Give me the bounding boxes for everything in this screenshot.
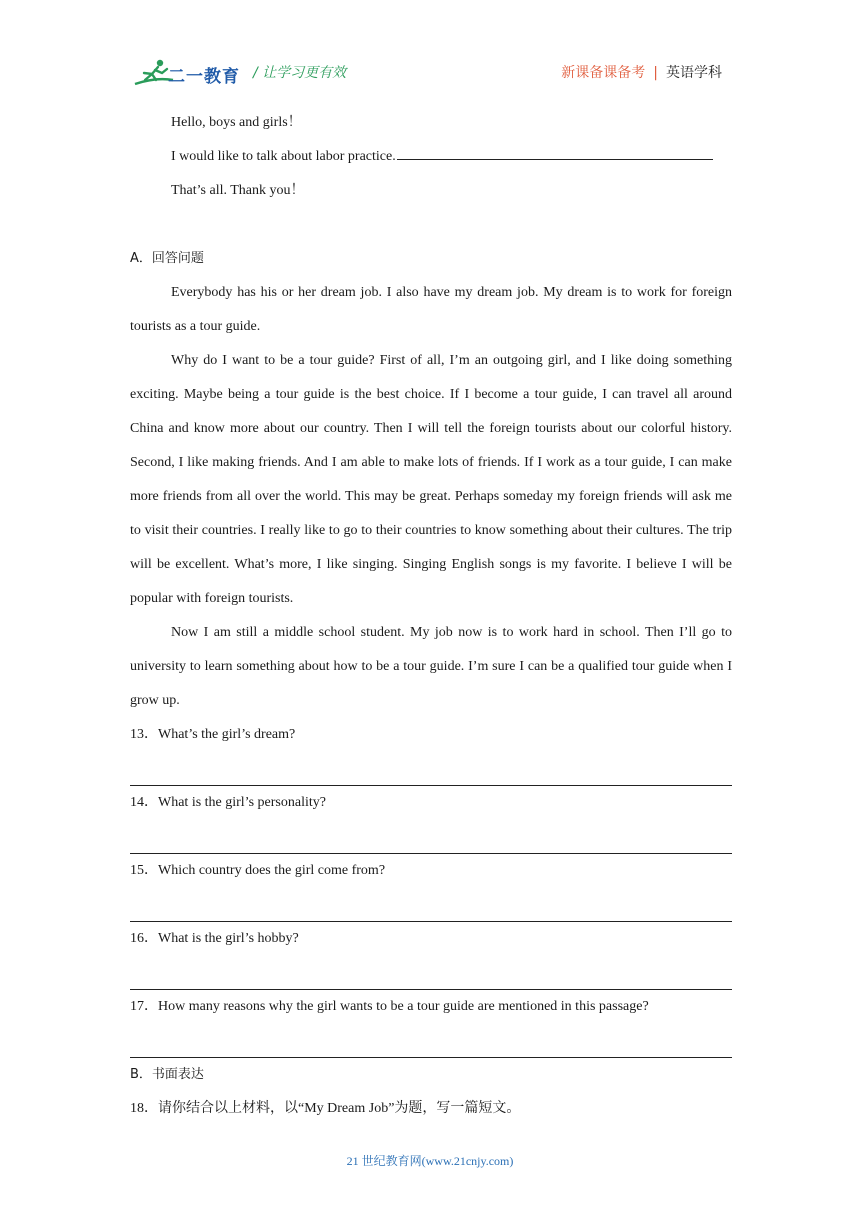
intro-topic: I would like to talk about labor practice. xyxy=(171,149,396,164)
page-footer: 21 世纪教育网(www.21cnjy.com) xyxy=(346,1154,514,1168)
question-13: 13．What’s the girl’s dream? xyxy=(130,727,296,742)
answer-line-17[interactable] xyxy=(130,1024,732,1058)
intro-greeting: Hello, boys and girls！ xyxy=(171,115,302,130)
question-16: 16．What is the girl’s hobby? xyxy=(130,931,299,946)
passage-paragraph: Everybody has his or her dream job. I also have my dream job. My dream is to work for foreign tourists as a tour guide. xyxy=(130,285,732,334)
topic-blank-line[interactable] xyxy=(397,159,713,160)
document-body xyxy=(130,106,732,1126)
page-header xyxy=(0,0,860,100)
answer-line-15[interactable] xyxy=(130,888,732,922)
passage-paragraph: Now I am still a middle school student. My job now is to work hard in school. Then I’ll go to university to learn something about how to be a tour guide. I’m sure I can be a qualified tour guide when I grow up. xyxy=(130,625,732,708)
header-separator: | xyxy=(653,65,658,81)
question-14: 14．What is the girl’s personality? xyxy=(130,795,326,810)
header-subject xyxy=(561,62,722,82)
intro-closing: That’s all. Thank you！ xyxy=(171,183,305,198)
spacer xyxy=(130,208,732,242)
section-b-title: B．书面表达 xyxy=(130,1067,204,1082)
logo-text: 二一教育 xyxy=(168,67,240,87)
intro-topic-line xyxy=(130,140,732,174)
passage-paragraph: Why do I want to be a tour guide? First of all, I’m an outgoing girl, and I like doing something exciting. Maybe being a tour guide is the best choice. If I become a tour guide, I can travel all around China and know more about our country. Then I will tell the foreign tourists about our colorful history. Second, I like making friends. And I am able to make lots of friends. If I work as a tour guide, I can make more friends from all over the world. This may be great. Perhaps someday my foreign friends will ask me to visit their countries. I really like to go to their countries to know something about their cultures. The trip will be excellent. What’s more, I like singing. Singing English songs is my favorite. I believe I will be popular with foreign tourists. xyxy=(130,353,732,606)
section-a-title: A．回答问题 xyxy=(130,251,204,266)
answer-line-13[interactable] xyxy=(130,752,732,786)
writing-prompt: 18．请你结合以上材料，以“My Dream Job”为题，写一篇短文。 xyxy=(130,1101,521,1116)
answer-line-16[interactable] xyxy=(130,956,732,990)
question-15: 15．Which country does the girl come from? xyxy=(130,863,386,878)
header-label-subject: 英语学科 xyxy=(666,65,722,81)
answer-line-14[interactable] xyxy=(130,820,732,854)
question-17: 17．How many reasons why the girl wants to be a tour guide are mentioned in this passage? xyxy=(130,999,649,1014)
header-label-prep: 新课备课备考 xyxy=(561,65,646,81)
slogan: / 让学习更有效 xyxy=(253,65,347,81)
